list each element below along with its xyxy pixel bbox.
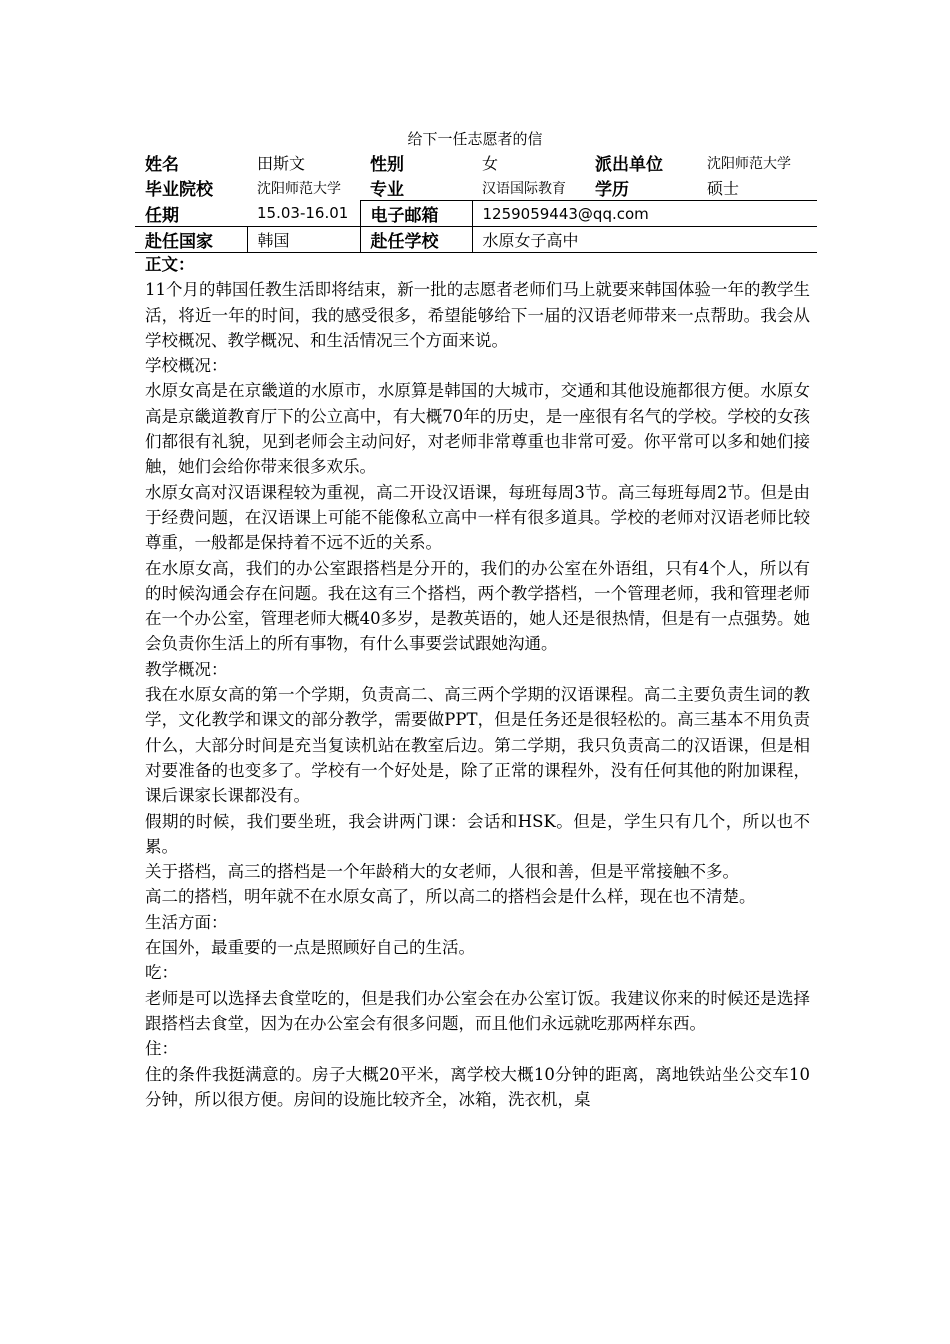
paragraph: 水原女高对汉语课程较为重视，高二开设汉语课，每班每周3节。高三每班每周2节。但是由于经费问题，在汉语课上可能不能像私立高中一样有很多道具。学校的老师对汉语老师比较尊重，一般都是保持着不远不近的关系。 [145,482,810,553]
subheading-housing: 住： [145,1039,178,1059]
letter-body [145,252,810,1112]
section-heading-teaching: 教学概况： [145,659,228,679]
body-heading: 正文： [145,255,195,274]
section-heading-life: 生活方面： [145,912,228,932]
post-school-label: 赴任学校 [360,227,472,253]
paragraph: 11个月的韩国任教生活即将结束，新一批的志愿者老师们马上就要来韩国体验一年的教学生活，将近一年的时间，我的感受很多，希望能够给下一届的汉语老师带来一点帮助。我会从学校概况、教学概况、和生活情况三个方面来说。 [145,280,810,350]
section-heading-school: 学校概况： [145,356,228,376]
unit-label: 派出单位 [595,155,663,175]
document-title: 给下一任志愿者的信 [407,130,543,148]
school-label: 毕业院校 [145,180,213,201]
paragraph: 高二的搭档，明年就不在水原女高了，所以高二的搭档会是什么样，现在也不清楚。 [145,887,756,907]
country-label: 赴任国家 [135,227,247,253]
paragraph: 住的条件我挺满意的。房子大概20平米，离学校大概10分钟的距离，离地铁站坐公交车10分钟，所以很方便。房间的设施比较齐全，冰箱，洗衣机，桌 [145,1064,810,1109]
info-row-1 [135,150,817,175]
paragraph: 关于搭档，高三的搭档是一个年龄稍大的女老师，人很和善，但是平常接触不多。 [145,862,739,882]
school-value: 沈阳师范大学 [257,180,341,197]
degree-value: 硕士 [707,179,740,198]
email-value: 1259059443@qq.com [472,201,817,227]
subheading-food: 吃： [145,963,178,983]
email-label: 电子邮箱 [360,201,472,227]
paragraph: 在国外，最重要的一点是照顾好自己的生活。 [145,938,475,958]
country-value: 韩国 [247,227,360,253]
gender-value: 女 [482,154,499,173]
volunteer-info-table [135,150,817,253]
unit-value: 沈阳师范大学 [707,155,791,172]
paragraph: 水原女高是在京畿道的水原市，水原算是韩国的大城市，交通和其他设施都很方便。水原女高是京畿道教育厅下的公立高中，有大概70年的历史，是一座很有名气的学校。学校的女孩们都很有礼貌，见到老师会主动问好，对老师非常尊重也非常可爱。你平常可以多和她们接触，她们会给你带来很多欢乐。 [145,381,810,477]
major-value: 汉语国际教育 [482,180,566,197]
paragraph: 老师是可以选择去食堂吃的，但是我们办公室会在办公室订饭。我建议你来的时候还是选择跟搭档去食堂，因为在办公室会有很多问题，而且他们永远就吃那两样东西。 [145,988,810,1033]
info-row-3 [135,201,817,227]
info-row-2 [135,175,817,201]
major-label: 专业 [370,180,404,200]
term-label: 任期 [145,205,179,226]
gender-label: 性别 [370,155,404,175]
name-value: 田斯文 [257,154,306,173]
paragraph: 假期的时候，我们要坐班，我会讲两门课：会话和HSK。但是，学生只有几个，所以也不累。 [145,811,810,856]
term-value: 15.03-16.01 [257,204,349,223]
paragraph: 我在水原女高的第一个学期，负责高二、高三两个学期的汉语课程。高二主要负责生词的教学，文化教学和课文的部分教学，需要做PPT，但是任务还是很轻松的。高三基本不用负责什么，大部分时间是充当复读机站在教室后边。第二学期，我只负责高二的汉语课，但是相对要准备的也变多了。学校有一个好处是，除了正常的课程外，没有任何其他的附加课程，课后课家长课都没有。 [145,685,810,806]
name-label: 姓名 [145,155,179,175]
paragraph: 在水原女高，我们的办公室跟搭档是分开的，我们的办公室在外语组，只有4个人，所以有的时候沟通会存在问题。我在这有三个搭档，两个教学搭档，一个管理老师，我和管理老师在一个办公室，管理老师大概40多岁，是教英语的，她人还是很热情，但是有一点强势。她会负责你生活上的所有事物，有什么事要尝试跟她沟通。 [145,558,810,654]
info-row-4 [135,227,817,253]
degree-label: 学历 [595,180,629,200]
post-school-value: 水原女子高中 [472,227,817,253]
